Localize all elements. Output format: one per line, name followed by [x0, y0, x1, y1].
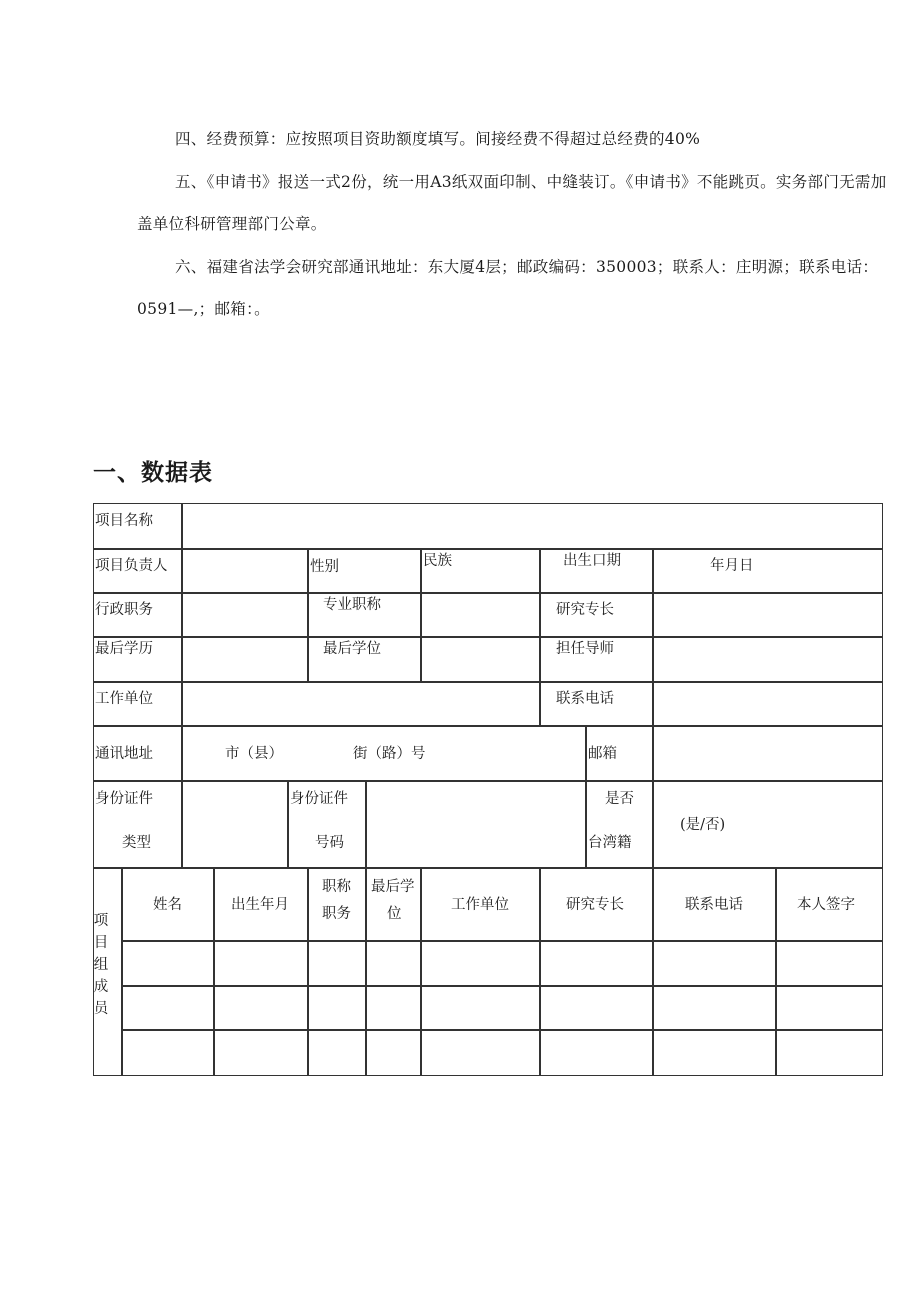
header-title-line1: 职称 — [322, 879, 351, 895]
header-title — [308, 868, 366, 941]
work-unit-field[interactable] — [182, 682, 540, 726]
last-education-label: 最后学历 — [95, 641, 153, 657]
id-number-field[interactable] — [366, 781, 586, 868]
member-3-name[interactable] — [122, 1030, 214, 1076]
phone-label: 联系电话 — [556, 691, 614, 707]
member-1-unit[interactable] — [421, 941, 540, 986]
taiwan-label-line2: 台湾籍 — [588, 835, 632, 851]
leader-label: 项目负责人 — [95, 558, 168, 574]
id-type-label-line2: 类型 — [122, 835, 151, 851]
member-2-phone[interactable] — [653, 986, 776, 1030]
header-field-label: 研究专长 — [566, 897, 624, 913]
id-type-field[interactable] — [182, 781, 288, 868]
birth-date-field[interactable] — [653, 549, 883, 593]
label-cell-phone — [540, 682, 653, 726]
email-field[interactable] — [653, 726, 883, 781]
supervisor-field[interactable] — [653, 637, 883, 682]
ethnicity-label: 民族 — [423, 553, 452, 569]
members-side-char-2: 目 — [93, 935, 109, 951]
header-phone-label: 联系电话 — [685, 897, 743, 913]
address-field[interactable] — [182, 726, 586, 781]
member-2-title[interactable] — [308, 986, 366, 1030]
taiwan-field[interactable] — [653, 781, 883, 868]
gender-label: 性别 — [310, 559, 339, 575]
member-3-signature[interactable] — [776, 1030, 883, 1076]
member-3-field[interactable] — [540, 1030, 653, 1076]
header-signature-label: 本人签字 — [797, 897, 855, 913]
member-3-birth[interactable] — [214, 1030, 308, 1076]
label-cell-email — [586, 726, 653, 781]
member-1-name[interactable] — [122, 941, 214, 986]
label-cell-work-unit — [93, 682, 182, 726]
member-1-signature[interactable] — [776, 941, 883, 986]
leader-field[interactable] — [182, 549, 308, 593]
member-1-field[interactable] — [540, 941, 653, 986]
research-field-field[interactable] — [653, 593, 883, 637]
street-hint: 街（路）号 — [353, 746, 426, 762]
last-degree-field[interactable] — [421, 637, 540, 682]
work-unit-label: 工作单位 — [95, 691, 153, 707]
label-cell-last-education — [93, 637, 182, 682]
member-2-unit[interactable] — [421, 986, 540, 1030]
city-hint: 市（县） — [225, 746, 283, 762]
label-cell-id-number — [288, 781, 366, 868]
prof-title-field[interactable] — [421, 593, 540, 637]
member-2-signature[interactable] — [776, 986, 883, 1030]
label-cell-address — [93, 726, 182, 781]
research-field-label: 研究专长 — [556, 602, 614, 618]
header-degree-line1: 最后学 — [371, 879, 415, 895]
member-2-degree[interactable] — [366, 986, 421, 1030]
label-cell-gender — [308, 549, 421, 593]
last-education-field[interactable] — [182, 637, 308, 682]
member-2-field[interactable] — [540, 986, 653, 1030]
section-title: 一、数据表 — [93, 460, 213, 486]
member-3-unit[interactable] — [421, 1030, 540, 1076]
label-cell-leader — [93, 549, 182, 593]
label-cell-birth-date — [540, 549, 653, 593]
header-signature — [776, 868, 883, 941]
admin-post-field[interactable] — [182, 593, 308, 637]
header-field — [540, 868, 653, 941]
last-degree-label: 最后学位 — [323, 641, 381, 657]
header-unit — [421, 868, 540, 941]
project-name-label: 项目名称 — [95, 513, 153, 529]
member-1-birth[interactable] — [214, 941, 308, 986]
member-1-title[interactable] — [308, 941, 366, 986]
ethnicity-cell[interactable] — [421, 549, 540, 593]
member-2-name[interactable] — [122, 986, 214, 1030]
members-side-char-5: 员 — [93, 1001, 109, 1017]
birth-date-label: 出生口期 — [563, 553, 621, 569]
header-name-label: 姓名 — [153, 897, 182, 913]
id-type-label-line1: 身份证件 — [95, 791, 153, 807]
prof-title-label: 专业职称 — [323, 597, 381, 613]
yes-no-hint: (是/否) — [680, 817, 726, 833]
label-cell-last-degree — [308, 637, 421, 682]
address-label: 通讯地址 — [95, 746, 153, 762]
phone-field[interactable] — [653, 682, 883, 726]
members-side-char-1: 项 — [93, 913, 109, 929]
member-3-phone[interactable] — [653, 1030, 776, 1076]
header-phone — [653, 868, 776, 941]
date-hint: 年月日 — [710, 558, 754, 574]
project-name-field[interactable] — [182, 503, 883, 549]
taiwan-label-line1: 是否 — [605, 791, 634, 807]
id-number-label-line1: 身份证件 — [290, 791, 348, 807]
note-item-4: 四、经费预算：应按照项目资助额度填写。间接经费不得超过总经费的40% — [175, 130, 701, 148]
header-birth — [214, 868, 308, 941]
email-label: 邮箱 — [588, 746, 617, 762]
label-cell-id-type — [93, 781, 182, 868]
label-cell-research-field — [540, 593, 653, 637]
header-title-line2: 职务 — [322, 906, 351, 922]
member-3-degree[interactable] — [366, 1030, 421, 1076]
label-cell-supervisor — [540, 637, 653, 682]
supervisor-label: 担任导师 — [556, 641, 614, 657]
note-item-5: 五、《申请书》报送一式2份，统一用A3纸双面印制、中缝装订。《申请书》不能跳页。实务部门无需加盖单位科研管理部门公章。 — [137, 173, 887, 233]
member-2-birth[interactable] — [214, 986, 308, 1030]
header-degree — [366, 868, 421, 941]
header-unit-label: 工作单位 — [451, 897, 509, 913]
header-degree-line2: 位 — [387, 906, 402, 922]
members-side-char-4: 成 — [93, 979, 109, 995]
label-cell-taiwan — [586, 781, 653, 868]
note-item-6: 六、福建省法学会研究部通讯地址：东大厦4层；邮政编码：350003；联系人：庄明源；联系电话：0591—,；邮箱：。 — [137, 258, 879, 318]
member-1-phone[interactable] — [653, 941, 776, 986]
label-cell-admin-post — [93, 593, 182, 637]
member-1-degree[interactable] — [366, 941, 421, 986]
members-side-char-3: 组 — [93, 957, 109, 973]
label-cell-prof-title — [308, 593, 421, 637]
header-name — [122, 868, 214, 941]
member-3-title[interactable] — [308, 1030, 366, 1076]
admin-post-label: 行政职务 — [95, 602, 153, 618]
label-cell-project-name — [93, 503, 182, 549]
id-number-label-line2: 号码 — [315, 835, 344, 851]
header-birth-label: 出生年月 — [231, 897, 289, 913]
